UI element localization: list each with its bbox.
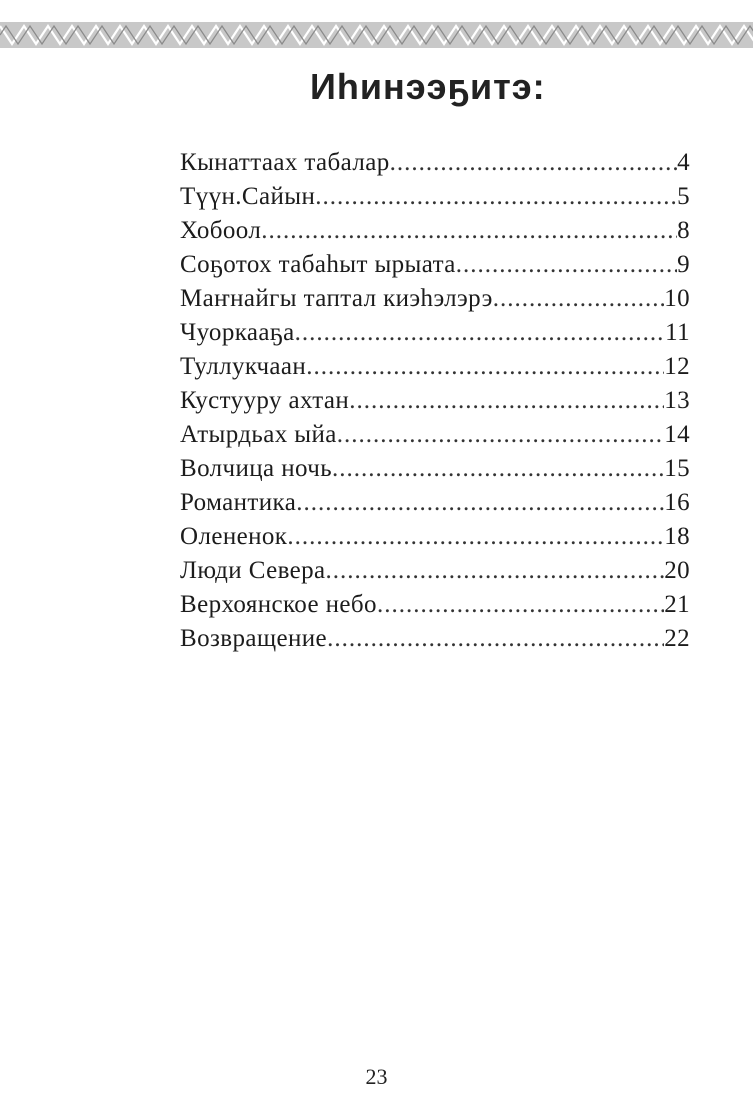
toc-entry[interactable] [180, 384, 690, 418]
toc-entry-page: 16 [664, 489, 690, 516]
toc-dot-leader [493, 282, 664, 316]
toc-entry[interactable] [180, 214, 690, 248]
toc-dot-leader [306, 350, 664, 384]
toc-entry-page: 5 [677, 183, 690, 210]
toc-entry-title: Хобоол [180, 217, 262, 244]
table-of-contents [180, 146, 690, 656]
toc-entry-page: 11 [665, 319, 690, 346]
toc-dot-leader [332, 452, 664, 486]
toc-entry[interactable] [180, 452, 690, 486]
toc-entry-page: 15 [664, 455, 690, 482]
toc-entry-title: Маҥнайгы таптал киэһэлэрэ [180, 285, 493, 312]
decorative-border-band [0, 22, 753, 48]
toc-entry[interactable] [180, 350, 690, 384]
toc-entry-page: 12 [664, 353, 690, 380]
toc-entry-page: 21 [664, 591, 690, 618]
toc-dot-leader [327, 622, 664, 656]
toc-entry-page: 20 [664, 557, 690, 584]
toc-dot-leader [295, 316, 665, 350]
toc-entry-title: Кустууру ахтан [180, 387, 350, 414]
page-title: Иһинээҕитэ: [310, 66, 546, 107]
toc-entry[interactable] [180, 180, 690, 214]
toc-dot-leader [261, 214, 677, 248]
toc-dot-leader [296, 486, 664, 520]
toc-entry-page: 18 [664, 523, 690, 550]
toc-entry-title: Түүн.Сайын [180, 183, 316, 210]
toc-entry[interactable] [180, 282, 690, 316]
toc-entry-page: 8 [677, 217, 690, 244]
page-number: 23 [365, 1064, 388, 1089]
toc-entry[interactable] [180, 588, 690, 622]
toc-entry-page: 22 [664, 625, 690, 652]
toc-dot-leader [377, 588, 664, 622]
toc-entry-title: Соҕотох табаһыт ырыата [180, 251, 456, 278]
toc-entry[interactable] [180, 554, 690, 588]
toc-dot-leader [456, 248, 677, 282]
toc-entry-title: Атырдьах ыйа [180, 421, 337, 448]
toc-entry[interactable] [180, 418, 690, 452]
toc-entry-title: Возвращение [180, 625, 328, 652]
toc-entry[interactable] [180, 486, 690, 520]
toc-entry-title: Олененок [180, 523, 288, 550]
toc-entry-title: Романтика [180, 489, 297, 516]
toc-dot-leader [326, 554, 665, 588]
toc-entry-title: Туллукчаан [180, 353, 307, 380]
toc-entry[interactable] [180, 622, 690, 656]
toc-entry[interactable] [180, 248, 690, 282]
toc-entry-title: Волчица ночь [180, 455, 333, 482]
toc-entry-page: 13 [664, 387, 690, 414]
toc-entry-title: Чуоркааҕа [180, 319, 295, 346]
toc-dot-leader [287, 520, 664, 554]
toc-dot-leader [337, 418, 664, 452]
toc-entry[interactable] [180, 316, 690, 350]
toc-entry[interactable] [180, 520, 690, 554]
toc-dot-leader [390, 146, 677, 180]
toc-entry-page: 9 [677, 251, 690, 278]
toc-dot-leader [315, 180, 677, 214]
toc-dot-leader [349, 384, 664, 418]
toc-entry-title: Люди Севера [180, 557, 326, 584]
toc-entry[interactable] [180, 146, 690, 180]
toc-entry-page: 14 [664, 421, 690, 448]
zigzag-ornament-icon [0, 22, 753, 48]
toc-entry-page: 4 [677, 149, 690, 176]
toc-entry-title: Кынаттаах табалар [180, 149, 390, 176]
toc-entry-title: Верхоянское небо [180, 591, 377, 618]
toc-entry-page: 10 [664, 285, 690, 312]
